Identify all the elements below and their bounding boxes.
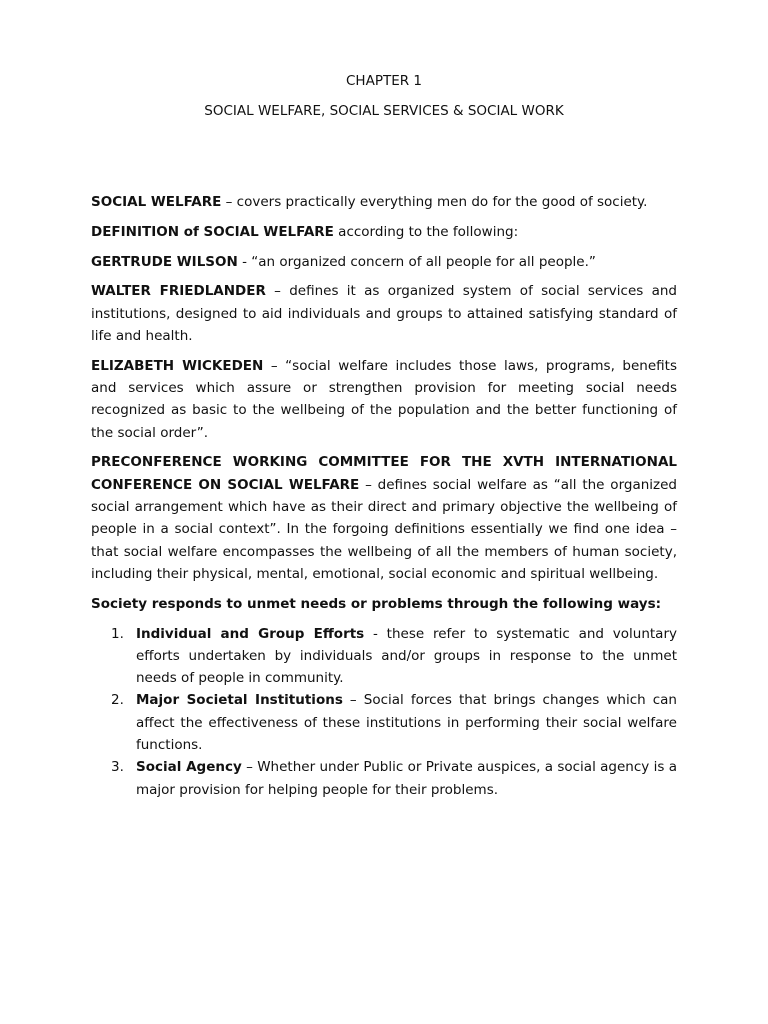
term-elizabeth-wickeden: ELIZABETH WICKEDEN	[91, 357, 264, 374]
chapter-heading: CHAPTER 1	[346, 73, 422, 89]
list-item-text: – Social forces that brings changes which can affect the effectiveness of these institutions in performing their social welfare functions.	[136, 692, 677, 754]
document-body	[91, 191, 677, 801]
list-item-term: Social Agency	[136, 759, 242, 776]
term-social-welfare: SOCIAL WELFARE	[91, 194, 222, 210]
paragraph-definition	[91, 221, 677, 243]
paragraph-text: – “social welfare includes those laws, programs, benefits and services which assure or strengthen provision for meeting social needs recognized as basic to the wellbeing of the population and the better functioning of the social order”.	[91, 357, 677, 441]
list-number: 1.	[111, 625, 124, 642]
list-item-text: – Whether under Public or Private auspices, a social agency is a major provision for helping people for their problems.	[136, 759, 677, 798]
term-definition: DEFINITION of SOCIAL WELFARE	[91, 223, 334, 240]
list-number: 2.	[111, 692, 124, 709]
ways-list	[91, 623, 677, 801]
list-number: 3.	[111, 759, 124, 776]
chapter-title: SOCIAL WELFARE, SOCIAL SERVICES & SOCIAL WORK	[204, 103, 564, 119]
list-item	[91, 689, 677, 756]
list-item-text: - these refer to systematic and voluntary efforts undertaken by individuals and/or groups in response to the unmet needs of people in community.	[136, 625, 677, 687]
paragraph-text: – covers practically everything men do for the good of society.	[221, 194, 648, 210]
paragraph-text: – defines social welfare as “all the organized social arrangement which have as their direct and primary objective the wellbeing of people in a social context”. In the forgoing definitions essentially we find one idea – that social welfare encompasses the wellbeing of all the members of human society, including their physical, mental, emotional, social economic and spiritual wellbeing.	[91, 476, 677, 582]
term-gertrude-wilson: GERTRUDE WILSON	[91, 253, 238, 270]
paragraph-text: - “an organized concern of all people for all people.”	[237, 253, 596, 270]
paragraph-gertrude-wilson	[91, 251, 677, 273]
paragraph-text: according to the following:	[333, 223, 519, 240]
list-item-term: Major Societal Institutions	[136, 692, 343, 709]
term-walter-friedlander: WALTER FRIEDLANDER	[91, 283, 266, 300]
paragraph-society-responds	[91, 593, 677, 615]
paragraph-social-welfare	[91, 191, 677, 213]
list-item	[91, 623, 677, 690]
paragraph-elizabeth-wickeden	[91, 355, 677, 444]
list-item	[91, 756, 677, 801]
paragraph-walter-friedlander	[91, 280, 677, 347]
paragraph-text: – defines it as organized system of social services and institutions, designed to aid individuals and groups to attained satisfying standard of life and health.	[91, 283, 677, 344]
term-preconference: PRECONFERENCE WORKING COMMITTEE FOR THE XVTH INTERNATIONAL CONFERENCE ON SOCIAL WELFARE	[91, 454, 677, 493]
section-heading-society-responds: Society responds to unmet needs or problems through the following ways:	[91, 595, 662, 612]
paragraph-preconference	[91, 451, 677, 585]
list-item-term: Individual and Group Efforts	[136, 625, 365, 642]
